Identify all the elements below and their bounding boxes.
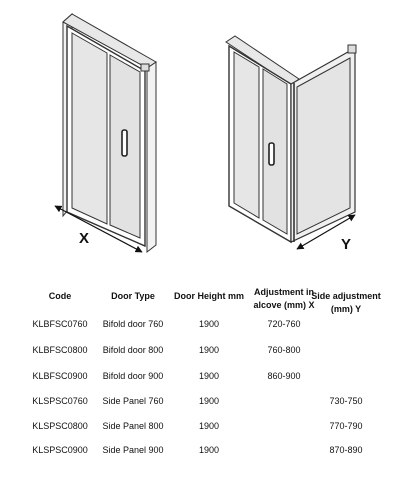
header-adjustment-y <box>310 290 382 316</box>
header-door-type: Door Type <box>111 291 155 301</box>
cell-adjustment-y: 730-750 <box>329 396 363 406</box>
cell-code: KLBFSC0900 <box>32 371 88 381</box>
header-adjustment-y-line1: Side adjustment <box>311 291 381 301</box>
cell-door-type: Bifold door 900 <box>102 371 164 381</box>
header-adjustment-x-line1: Adjustment in <box>254 287 314 297</box>
cell-adjustment-x: 760-800 <box>267 345 301 355</box>
side-panel-door-drawing <box>226 36 356 242</box>
x-dimension-label: X <box>79 230 90 247</box>
header-door-height: Door Height mm <box>173 291 244 301</box>
cell-door-type: Bifold door 800 <box>102 345 164 355</box>
cell-code: KLSPSC0900 <box>32 445 88 455</box>
header-adjustment-x-line2: alcove (mm) X <box>253 300 315 310</box>
cell-door-type: Side Panel 800 <box>102 421 164 431</box>
cell-door-type: Bifold door 760 <box>102 319 164 329</box>
cell-code: KLBFSC0760 <box>32 319 88 329</box>
cell-adjustment-y: 870-890 <box>329 445 363 455</box>
header-adjustment-y-line2: (mm) Y <box>330 304 362 314</box>
cell-code: KLSPSC0760 <box>32 396 88 406</box>
cell-door-height: 1900 <box>198 371 220 381</box>
cell-adjustment-x: 720-760 <box>267 319 301 329</box>
cell-adjustment-y: 770-790 <box>329 421 363 431</box>
cell-door-type: Side Panel 760 <box>102 396 164 406</box>
cell-door-type: Side Panel 900 <box>102 445 164 455</box>
cell-door-height: 1900 <box>198 396 220 406</box>
cell-door-height: 1900 <box>198 345 220 355</box>
cell-door-height: 1900 <box>198 445 220 455</box>
cell-adjustment-x: 860-900 <box>267 371 301 381</box>
cell-door-height: 1900 <box>198 319 220 329</box>
cell-code: KLSPSC0800 <box>32 421 88 431</box>
header-code: Code <box>48 291 72 301</box>
y-dimension-label: Y <box>341 236 352 253</box>
alcove-door-drawing <box>63 14 156 252</box>
cell-code: KLBFSC0800 <box>32 345 88 355</box>
cell-door-height: 1900 <box>198 421 220 431</box>
